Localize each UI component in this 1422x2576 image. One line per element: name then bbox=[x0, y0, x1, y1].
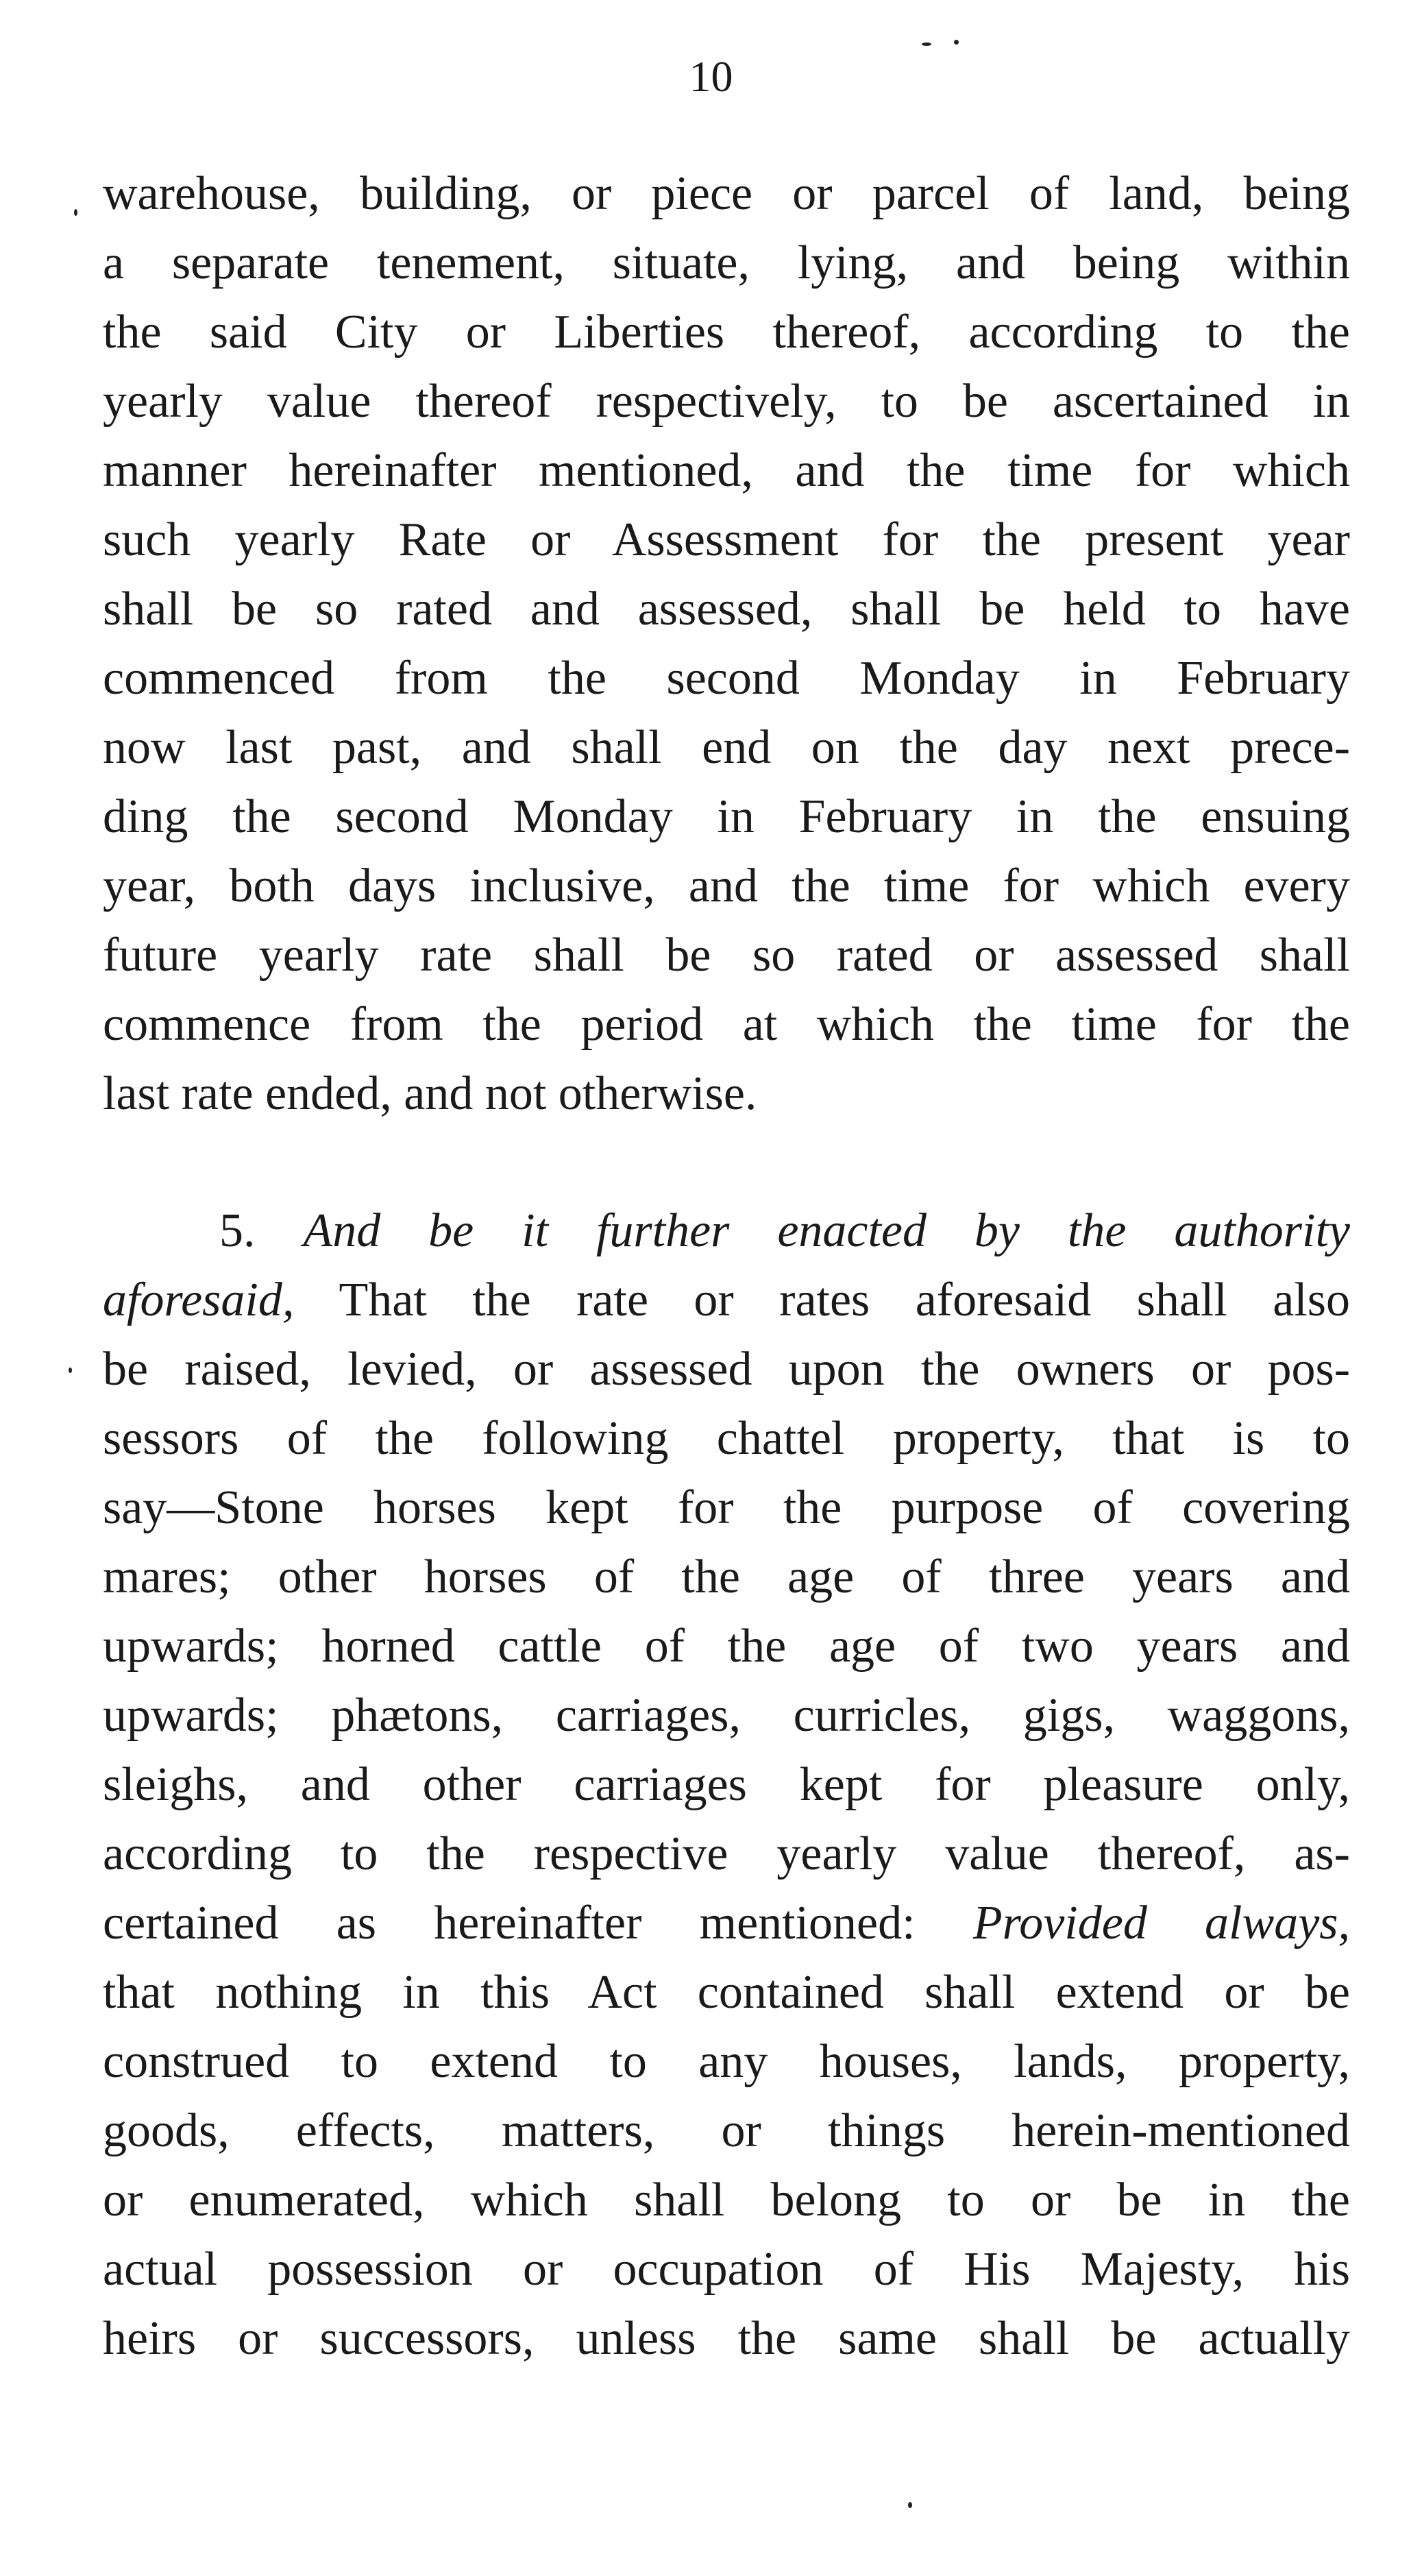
text-line: the said City or Liberties thereof, according to the bbox=[103, 306, 1350, 359]
text-line: sessors of the following chattel property, that is to bbox=[103, 1412, 1350, 1465]
text-line: mares; other horses of the age of three years and bbox=[103, 1551, 1350, 1603]
text-line: actual possession or occupation of His Majesty, his bbox=[103, 2243, 1350, 2296]
text-line: heirs or successors, unless the same shall be actually bbox=[103, 2312, 1350, 2365]
text-line: yearly value thereof respectively, to be ascertained in bbox=[103, 375, 1350, 428]
scan-speck bbox=[954, 40, 959, 45]
text-segment: certained as hereinafter mentioned: bbox=[103, 1897, 916, 1949]
text-line: sleighs, and other carriages kept for pleasure only, bbox=[103, 1758, 1350, 1811]
text-line: year, both days inclusive, and the time for which every bbox=[103, 860, 1350, 912]
text-line: upwards; phætons, carriages, curricles, gigs, waggons, bbox=[103, 1689, 1350, 1742]
text-line: according to the respective yearly value thereof, as- bbox=[103, 1827, 1350, 1880]
scan-speck bbox=[922, 42, 931, 46]
text-line: shall be so rated and assessed, shall be held to have bbox=[103, 583, 1350, 635]
scan-speck bbox=[908, 2502, 912, 2508]
text-line: warehouse, building, or piece or parcel of land, being bbox=[103, 167, 1350, 220]
text-line: say—Stone horses kept for the purpose of covering bbox=[103, 1481, 1350, 1534]
section-number: 5. bbox=[219, 1204, 256, 1257]
text-line: or enumerated, which shall belong to or be in the bbox=[103, 2174, 1350, 2226]
scan-speck bbox=[74, 209, 77, 216]
text-line: now last past, and shall end on the day next prece- bbox=[103, 721, 1350, 774]
text-line: commenced from the second Monday in February bbox=[103, 652, 1350, 705]
text-line: such yearly Rate or Assessment for the present year bbox=[103, 513, 1350, 566]
paragraph-continuation bbox=[103, 159, 1350, 1128]
enacting-clause: And be it further enacted by the authority bbox=[303, 1204, 1351, 1257]
text-line: upwards; horned cattle of the age of two years and bbox=[103, 1620, 1350, 1673]
text-line: goods, effects, matters, or things herein-mentioned bbox=[103, 2104, 1350, 2157]
text-line: be raised, levied, or assessed upon the owners or pos- bbox=[103, 1343, 1350, 1396]
text-line: last rate ended, and not otherwise. bbox=[103, 1067, 757, 1120]
enacting-clause-end: aforesaid, bbox=[103, 1274, 295, 1326]
text-line: construed to extend to any houses, lands, property, bbox=[103, 2035, 1350, 2088]
section-heading-line bbox=[103, 1196, 1350, 1265]
text-line: that nothing in this Act contained shall extend or be bbox=[103, 1966, 1350, 2019]
scan-speck bbox=[69, 1368, 72, 1373]
text-segment: That the rate or rates aforesaid shall also bbox=[339, 1274, 1350, 1326]
text-line: commence from the period at which the time for the bbox=[103, 998, 1350, 1051]
text-line: a separate tenement, situate, lying, and being within bbox=[103, 236, 1350, 289]
section-5-paragraph bbox=[103, 1196, 1350, 2373]
proviso-clause: Provided always, bbox=[972, 1897, 1351, 1949]
text-line: ding the second Monday in February in the ensuing bbox=[103, 790, 1350, 843]
text-line bbox=[103, 1265, 1350, 1335]
text-line bbox=[103, 1888, 1350, 1958]
text-line: future yearly rate shall be so rated or assessed shall bbox=[103, 929, 1350, 982]
text-line: manner hereinafter mentioned, and the time for which bbox=[103, 444, 1350, 497]
page-number: 10 bbox=[689, 52, 733, 101]
